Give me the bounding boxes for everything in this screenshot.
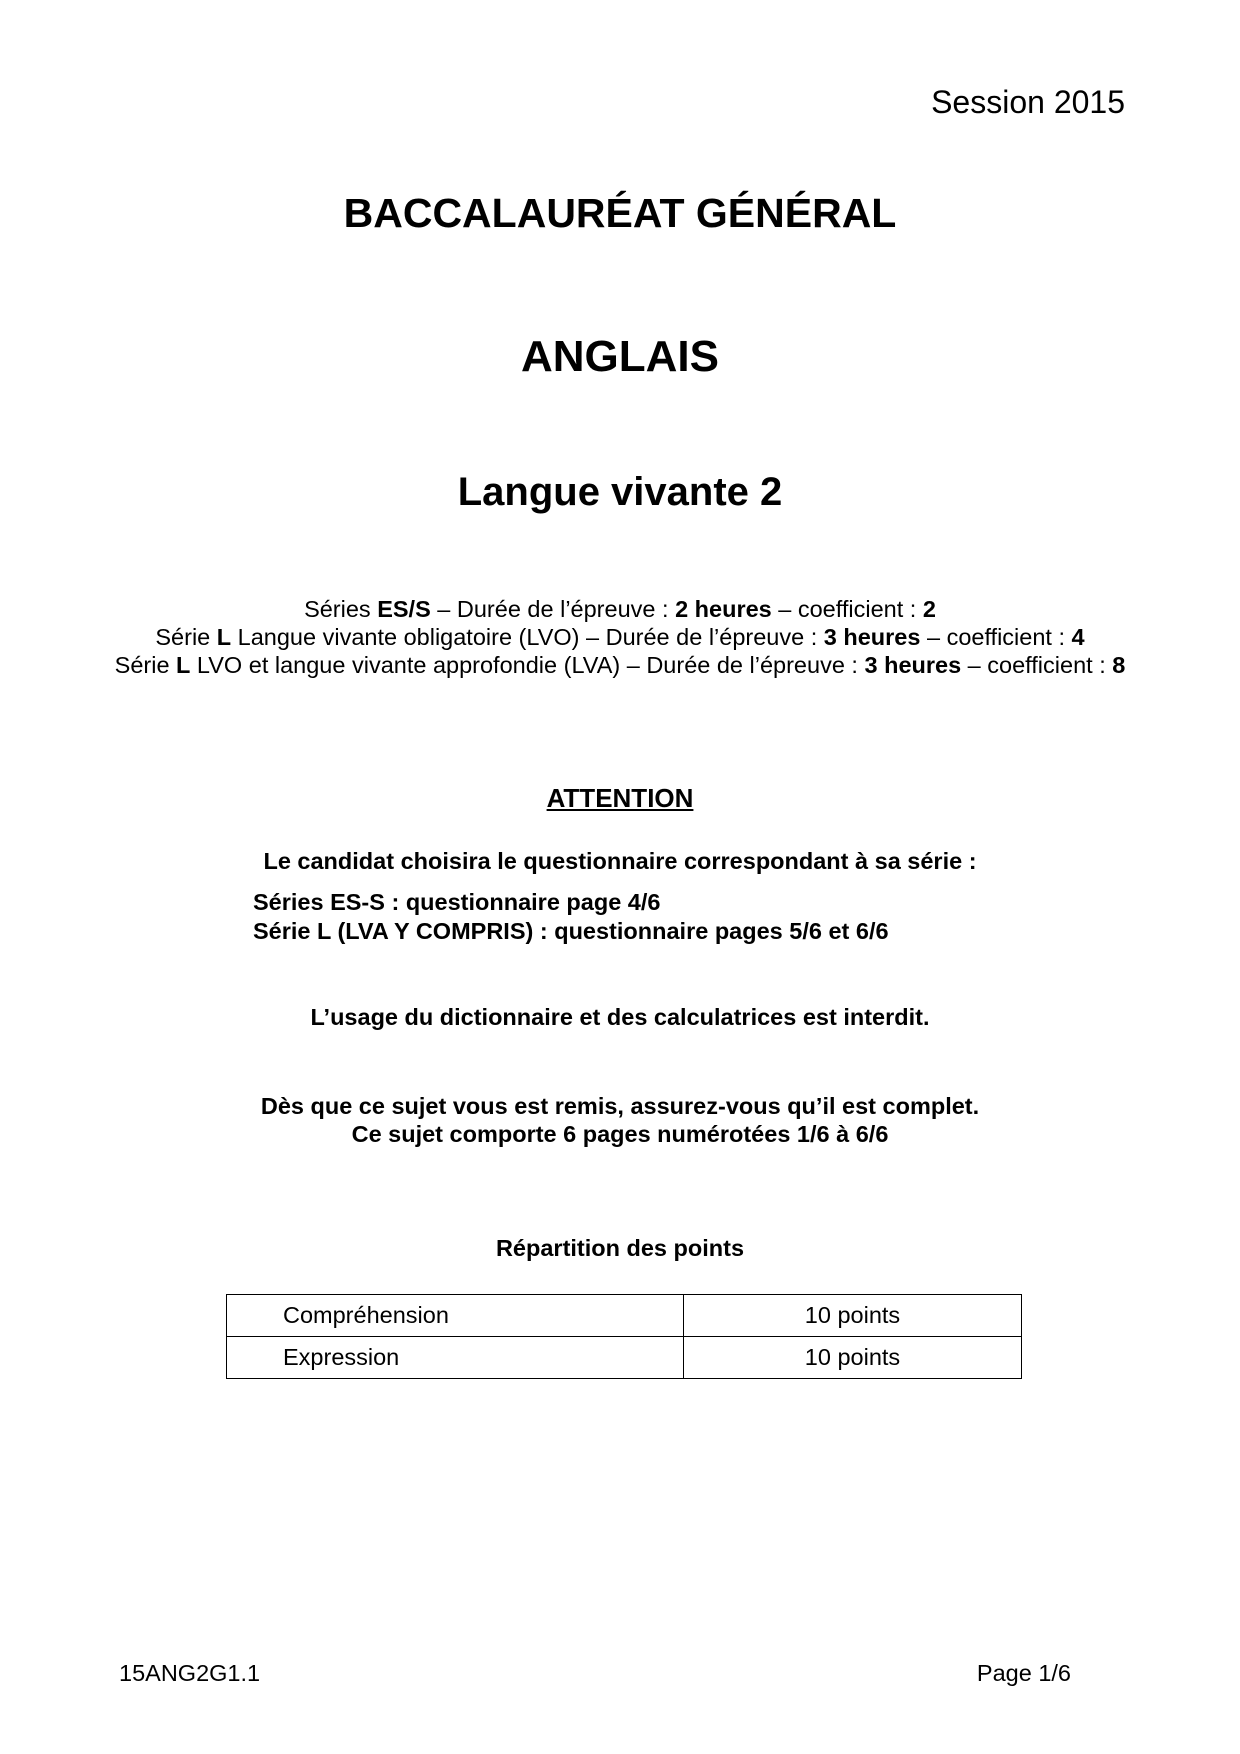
series-text: Série — [114, 652, 177, 678]
subject-title: ANGLAIS — [521, 332, 719, 381]
series-code: L — [216, 624, 232, 650]
list-item: Séries ES-S : questionnaire page 4/6 — [253, 889, 661, 915]
page-count-line: Ce sujet comporte 6 pages numérotées 1/6 à 6/6 — [351, 1121, 889, 1147]
series-coefficient: 4 — [1071, 624, 1085, 650]
table-row — [227, 1295, 1022, 1337]
series-coefficient: 8 — [1112, 652, 1126, 678]
level-title: Langue vivante 2 — [457, 470, 783, 514]
choice-intro: Le candidat choisira le questionnaire correspondant à sa série : — [263, 848, 977, 874]
questionnaire-list — [253, 888, 889, 946]
series-text: – coefficient : — [771, 596, 923, 622]
page-number: Page 1/6 — [976, 1660, 1071, 1686]
points-title: Répartition des points — [495, 1235, 745, 1261]
table-cell-value: 10 points — [684, 1337, 1022, 1379]
series-text: – Durée de l’épreuve : — [430, 596, 676, 622]
table-cell-value: 10 points — [684, 1295, 1022, 1337]
series-code: ES/S — [377, 596, 431, 622]
usage-notice: L’usage du dictionnaire et des calculatrices est interdit. — [310, 1004, 930, 1030]
table-cell-label: Compréhension — [227, 1295, 684, 1337]
series-text: – coefficient : — [961, 652, 1113, 678]
series-line-es-s — [0, 595, 1240, 623]
series-info — [0, 595, 1240, 679]
series-duration: 3 heures — [823, 624, 921, 650]
completeness-line: Dès que ce sujet vous est remis, assurez-vous qu’il est complet. — [260, 1093, 980, 1119]
series-line-l-lvo — [0, 623, 1240, 651]
series-duration: 2 heures — [675, 596, 772, 622]
subject-code: 15ANG2G1.1 — [119, 1660, 261, 1686]
table-row — [227, 1337, 1022, 1379]
series-text: Séries — [304, 596, 378, 622]
list-item: Série L (LVA Y COMPRIS) : questionnaire pages 5/6 et 6/6 — [253, 918, 889, 944]
exam-title: BACCALAURÉAT GÉNÉRAL — [343, 190, 897, 236]
attention-heading: ATTENTION — [546, 783, 694, 813]
table-cell-label: Expression — [227, 1337, 684, 1379]
completeness-notice — [0, 1092, 1240, 1148]
series-duration: 3 heures — [864, 652, 962, 678]
series-text: Série — [155, 624, 217, 650]
session-label: Session 2015 — [931, 84, 1125, 120]
series-text: – coefficient : — [920, 624, 1072, 650]
points-table — [226, 1294, 1022, 1379]
series-coefficient: 2 — [922, 596, 936, 622]
series-code: L — [176, 652, 191, 678]
series-line-l-lva — [0, 651, 1240, 679]
series-text: Langue vivante obligatoire (LVO) – Durée de l’épreuve : — [231, 624, 824, 650]
series-text: LVO et langue vivante approfondie (LVA) – Durée de l’épreuve : — [190, 652, 865, 678]
